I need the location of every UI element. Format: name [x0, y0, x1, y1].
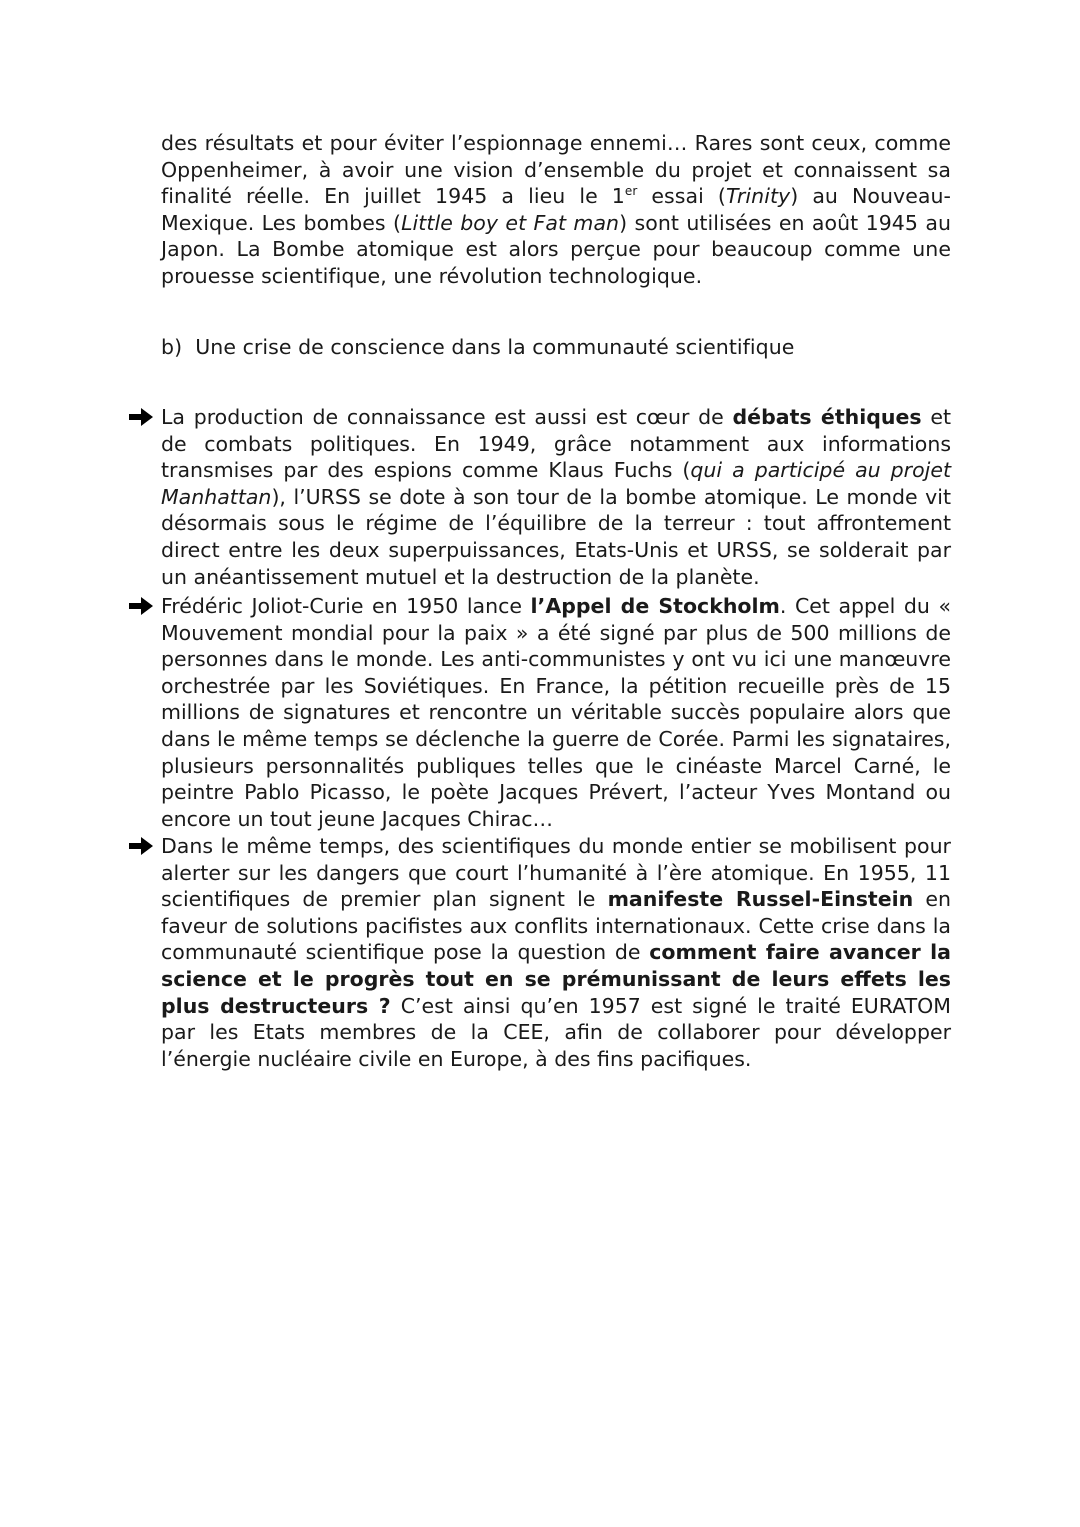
p3-text-e: C’est ainsi qu’en 1957 est signé le traité EURATOM par les Etats membres de la CEE, afin de collaborer pour développer l’énergie nucléaire civile en Europe, à des fins pacifiques. — [161, 993, 951, 1071]
p3-bold-question: comment faire avancer la science et le progrès tout en se prémunissant de leurs effets les plus destructeurs ? — [161, 940, 952, 1018]
superscript-er: er — [624, 184, 638, 199]
p3-bold-manifesto: manifeste Russel-Einstein — [607, 887, 914, 912]
trinity-term: Trinity — [725, 184, 791, 209]
arrow-right-icon — [127, 834, 155, 858]
bullet-paragraph-2 — [161, 593, 951, 832]
intro-text-2: essai ( — [637, 184, 726, 209]
bullet-paragraph-3 — [161, 833, 951, 1072]
intro-text-1: des résultats et pour éviter l’espionnage ennemi… Rares sont ceux, comme Oppenheimer, à avoir une vision d’ensemble du projet et connaissent sa finalité réelle. En juillet 1945 a lieu le 1 — [161, 131, 951, 209]
p1-text-c: et de combats politiques. En 1949, grâce notamment aux informations transmises par des espions comme Klaus Fuchs ( — [161, 405, 951, 483]
p2-text-c: . Cet appel du « Mouvement mondial pour la paix » a été signé par plus de 500 millions de personnes dans le monde. Les anti-communistes y ont vu ici une manœuvre orchestrée par les Soviétiques. En France, la pétition recueille près de 15 millions de signatures et rencontre un véritable succès populaire alors que dans le même temps se déclenche la guerre de Corée. Parmi les signataires, plusieurs personnalités publiques telles que le cinéaste Marcel Carné, le peintre Pablo Picasso, le poète Jacques Prévert, l’acteur Yves Montand ou encore un tout jeune Jacques Chirac… — [161, 594, 951, 831]
bullet-paragraph-1 — [161, 404, 951, 590]
intro-text-3: ) au Nouveau-Mexique. Les bombes ( — [161, 184, 951, 235]
p2-text-a: Frédéric Joliot-Curie en 1950 lance — [161, 594, 531, 618]
p3-text-a: Dans le même temps, des scientifiques du monde entier se mobilisent pour alerter sur les dangers que court l’humanité à l’ère atomique. En 1955, 11 scientifiques de premier plan signent le — [161, 834, 951, 912]
bombs-names: Little boy et Fat man — [401, 210, 620, 235]
p3-text-c: en faveur de solutions pacifistes aux conflits internationaux. Cette crise dans la communauté scientifique pose la question de — [161, 887, 951, 965]
intro-paragraph — [161, 130, 951, 290]
arrow-right-icon — [127, 405, 155, 429]
p1-italic-manhattan: qui a participé au projet Manhattan — [161, 458, 951, 509]
p1-text-e: ), l’URSS se dote à son tour de la bombe atomique. Le monde vit désormais sous le régime de l’équilibre de la terreur : tout affrontement direct entre les deux superpuissances, Etats-Unis et URSS, se solderait par un anéantissement mutuel et la destruction de la planète. — [161, 484, 951, 589]
section-heading: b) Une crise de conscience dans la communauté scientifique — [161, 335, 795, 359]
arrow-right-icon — [127, 594, 155, 618]
p1-text-a: La production de connaissance est aussi est cœur de — [161, 405, 733, 429]
p1-bold-ethics: débats éthiques — [732, 405, 922, 429]
intro-text-4: ) sont utilisées en août 1945 au Japon. La Bombe atomique est alors perçue pour beaucoup comme une prouesse scientifique, une révolution technologique. — [161, 210, 951, 288]
p2-bold-stockholm: l’Appel de Stockholm — [530, 594, 780, 618]
